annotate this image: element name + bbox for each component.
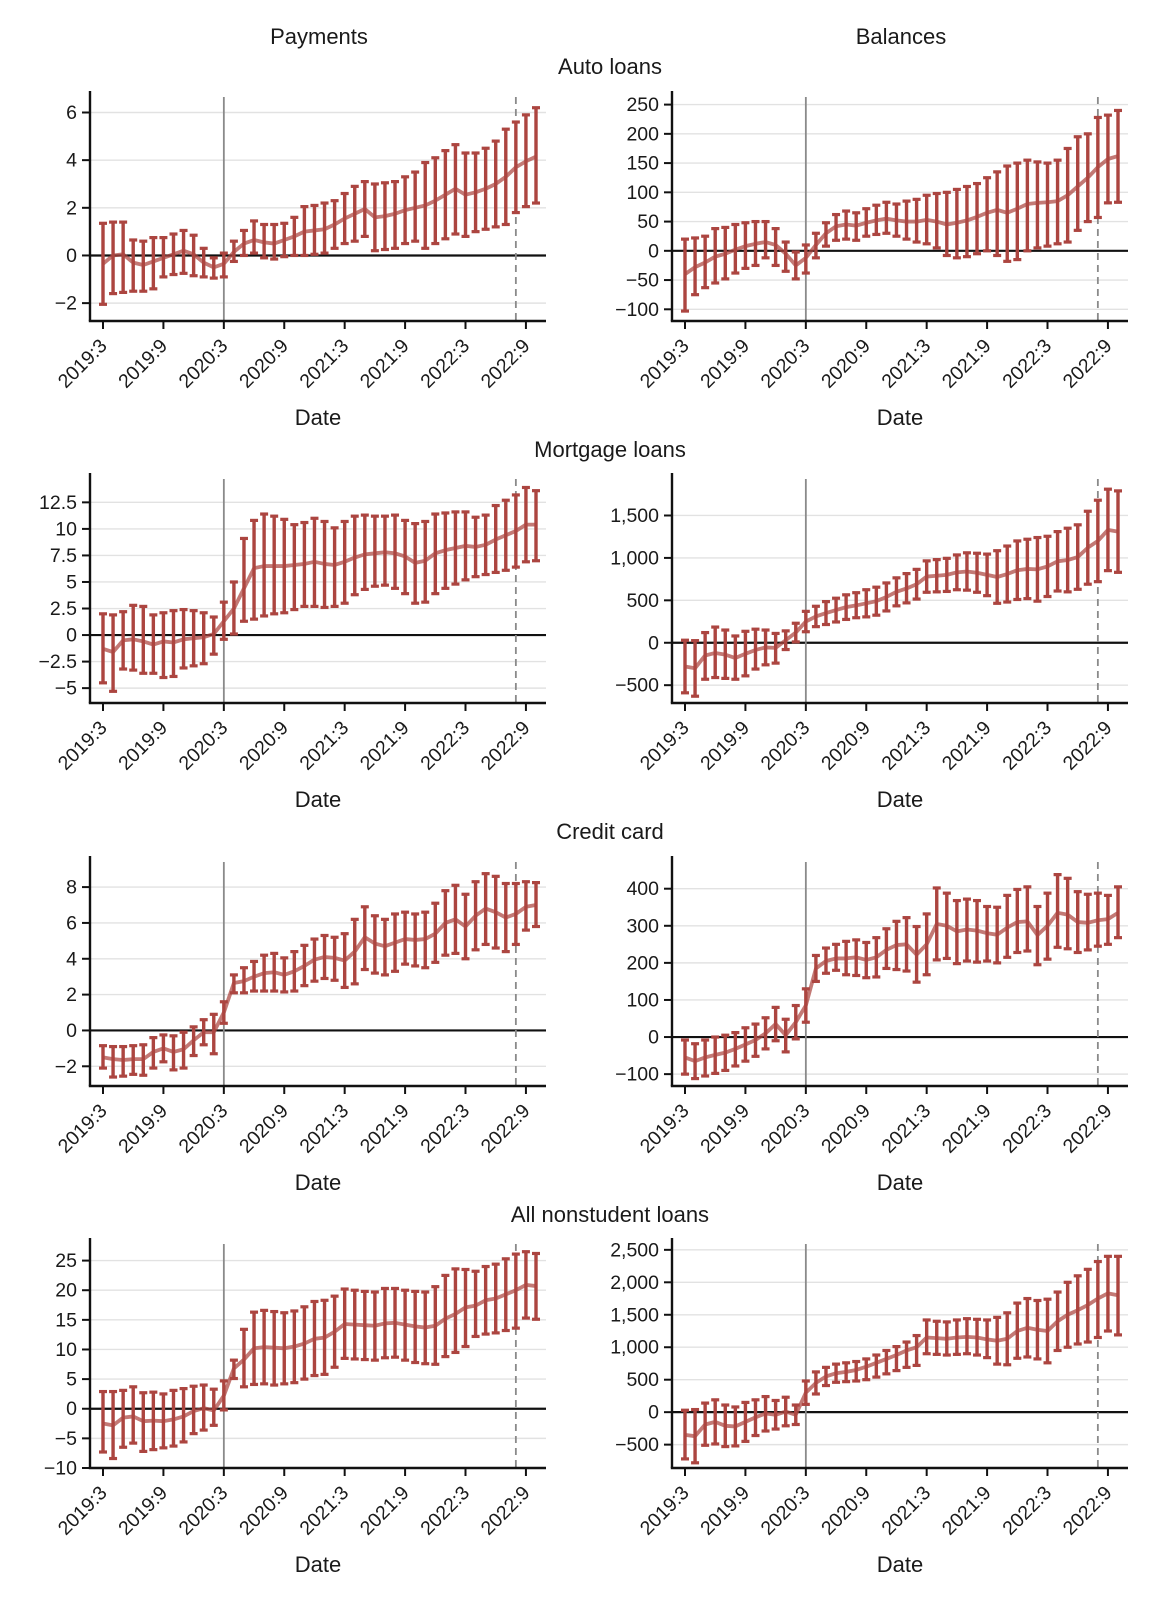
svg-text:2: 2 — [66, 983, 77, 1006]
svg-text:2022:9: 2022:9 — [1058, 1099, 1117, 1158]
svg-text:2021:9: 2021:9 — [355, 717, 414, 776]
svg-text:100: 100 — [626, 181, 659, 204]
svg-text:−5: −5 — [54, 678, 77, 701]
svg-text:6: 6 — [66, 101, 77, 124]
svg-text:2021:9: 2021:9 — [937, 717, 996, 776]
svg-text:2022:3: 2022:3 — [416, 717, 475, 776]
svg-text:2019:9: 2019:9 — [114, 334, 172, 393]
svg-text:50: 50 — [637, 210, 659, 233]
svg-text:10: 10 — [55, 518, 77, 541]
svg-text:0: 0 — [648, 632, 659, 655]
svg-text:2,000: 2,000 — [610, 1272, 659, 1295]
chart-credit-card-balances — [582, 846, 1164, 1198]
svg-text:2022:9: 2022:9 — [476, 1482, 535, 1541]
svg-text:Date: Date — [294, 1552, 342, 1578]
svg-text:2021:9: 2021:9 — [355, 1099, 414, 1158]
svg-text:−500: −500 — [615, 1434, 659, 1457]
svg-text:20: 20 — [55, 1280, 77, 1303]
svg-text:2019:9: 2019:9 — [114, 717, 172, 776]
svg-text:2022:9: 2022:9 — [1058, 717, 1117, 776]
svg-text:2019:3: 2019:3 — [635, 334, 694, 393]
svg-text:4: 4 — [66, 948, 77, 971]
svg-text:2021:3: 2021:3 — [295, 717, 354, 776]
svg-text:2021:3: 2021:3 — [295, 1482, 354, 1541]
svg-text:2020:9: 2020:9 — [817, 717, 875, 776]
svg-text:2019:9: 2019:9 — [696, 1482, 754, 1541]
column-header-payments: Payments — [270, 24, 368, 49]
svg-text:2021:3: 2021:3 — [295, 334, 354, 393]
svg-text:2,500: 2,500 — [610, 1239, 659, 1262]
svg-text:2019:3: 2019:3 — [53, 717, 112, 776]
column-header-balances: Balances — [855, 24, 947, 49]
svg-text:2020:3: 2020:3 — [756, 1482, 815, 1541]
svg-text:2019:3: 2019:3 — [53, 1099, 112, 1158]
svg-text:−2.5: −2.5 — [38, 651, 77, 674]
svg-text:2021:3: 2021:3 — [877, 1099, 936, 1158]
svg-text:2022:9: 2022:9 — [476, 1099, 535, 1158]
chart-row-all-nonstudent-loans — [0, 1228, 1164, 1580]
svg-text:2.5: 2.5 — [49, 598, 77, 621]
svg-text:2019:3: 2019:3 — [635, 717, 694, 776]
svg-text:2021:9: 2021:9 — [937, 334, 996, 393]
svg-text:300: 300 — [626, 915, 659, 938]
chart-mortgage-loans-payments — [0, 463, 582, 815]
svg-text:25: 25 — [55, 1250, 77, 1273]
svg-text:Date: Date — [294, 787, 342, 813]
svg-text:1,500: 1,500 — [610, 1304, 659, 1327]
svg-text:2021:9: 2021:9 — [937, 1482, 996, 1541]
svg-text:0: 0 — [648, 1026, 659, 1049]
svg-text:2019:9: 2019:9 — [114, 1099, 172, 1158]
svg-text:2021:3: 2021:3 — [295, 1099, 354, 1158]
svg-text:0: 0 — [66, 244, 77, 267]
svg-text:0: 0 — [66, 624, 77, 647]
svg-text:4: 4 — [66, 149, 77, 172]
chart-all-nonstudent-loans-payments — [0, 1228, 582, 1580]
svg-text:500: 500 — [626, 590, 659, 613]
svg-text:2021:9: 2021:9 — [355, 1482, 414, 1541]
chart-row-credit-card — [0, 846, 1164, 1198]
svg-text:2020:3: 2020:3 — [756, 1099, 815, 1158]
svg-text:2022:3: 2022:3 — [998, 1099, 1057, 1158]
row-title-all-nonstudent-loans: All nonstudent loans — [510, 1201, 710, 1227]
svg-text:0: 0 — [66, 1398, 77, 1421]
svg-text:12.5: 12.5 — [39, 492, 77, 515]
svg-text:Date: Date — [294, 404, 342, 430]
svg-text:2022:3: 2022:3 — [998, 334, 1057, 393]
svg-text:Date: Date — [294, 1169, 342, 1195]
svg-text:2019:9: 2019:9 — [696, 717, 754, 776]
svg-text:5: 5 — [66, 571, 77, 594]
svg-text:2021:3: 2021:3 — [877, 1482, 936, 1541]
svg-text:−100: −100 — [615, 298, 659, 321]
svg-text:Date: Date — [876, 404, 924, 430]
svg-text:200: 200 — [626, 952, 659, 975]
svg-text:100: 100 — [626, 989, 659, 1012]
chart-mortgage-loans-balances — [582, 463, 1164, 815]
svg-text:2020:3: 2020:3 — [174, 1482, 233, 1541]
chart-row-mortgage-loans — [0, 463, 1164, 815]
svg-text:2022:9: 2022:9 — [1058, 1482, 1117, 1541]
svg-text:2019:3: 2019:3 — [635, 1482, 694, 1541]
svg-text:200: 200 — [626, 123, 659, 146]
svg-text:2020:3: 2020:3 — [756, 717, 815, 776]
svg-text:Date: Date — [876, 1552, 924, 1578]
svg-text:1,000: 1,000 — [610, 547, 659, 570]
svg-text:−5: −5 — [54, 1428, 77, 1451]
svg-text:2022:3: 2022:3 — [416, 334, 475, 393]
svg-text:2: 2 — [66, 197, 77, 220]
svg-text:2020:9: 2020:9 — [235, 1482, 293, 1541]
svg-text:2020:3: 2020:3 — [174, 1099, 233, 1158]
svg-text:7.5: 7.5 — [49, 545, 77, 568]
column-headers — [0, 0, 1164, 50]
svg-text:5: 5 — [66, 1369, 77, 1392]
chart-row-auto-loans — [0, 81, 1164, 433]
svg-text:2021:9: 2021:9 — [355, 334, 414, 393]
svg-text:400: 400 — [626, 878, 659, 901]
svg-text:2020:9: 2020:9 — [817, 1099, 875, 1158]
svg-text:150: 150 — [626, 152, 659, 175]
svg-text:2022:9: 2022:9 — [476, 334, 535, 393]
chart-credit-card-payments — [0, 846, 582, 1198]
svg-text:2021:9: 2021:9 — [937, 1099, 996, 1158]
row-title-mortgage-loans: Mortgage loans — [534, 436, 686, 462]
svg-text:2020:9: 2020:9 — [235, 334, 293, 393]
svg-text:6: 6 — [66, 912, 77, 935]
svg-text:2019:3: 2019:3 — [635, 1099, 694, 1158]
svg-text:2020:3: 2020:3 — [174, 717, 233, 776]
svg-text:10: 10 — [55, 1339, 77, 1362]
svg-text:0: 0 — [66, 1019, 77, 1042]
svg-text:2020:9: 2020:9 — [235, 717, 293, 776]
svg-text:15: 15 — [55, 1309, 77, 1332]
svg-text:Date: Date — [876, 1169, 924, 1195]
svg-text:8: 8 — [66, 876, 77, 899]
svg-text:2019:9: 2019:9 — [696, 1099, 754, 1158]
svg-text:2020:9: 2020:9 — [817, 1482, 875, 1541]
svg-text:2020:9: 2020:9 — [235, 1099, 293, 1158]
svg-text:2022:3: 2022:3 — [416, 1482, 475, 1541]
svg-text:2022:9: 2022:9 — [1058, 334, 1117, 393]
chart-auto-loans-balances — [582, 81, 1164, 433]
svg-text:2022:3: 2022:3 — [998, 717, 1057, 776]
chart-auto-loans-payments — [0, 81, 582, 433]
svg-text:−2: −2 — [54, 1055, 77, 1078]
svg-text:500: 500 — [626, 1369, 659, 1392]
svg-text:2019:3: 2019:3 — [53, 1482, 112, 1541]
svg-text:−500: −500 — [615, 675, 659, 698]
svg-text:0: 0 — [648, 240, 659, 263]
svg-text:−10: −10 — [43, 1457, 77, 1480]
svg-text:250: 250 — [626, 93, 659, 116]
svg-text:2021:3: 2021:3 — [877, 717, 936, 776]
chart-all-nonstudent-loans-balances — [582, 1228, 1164, 1580]
svg-text:2019:9: 2019:9 — [114, 1482, 172, 1541]
svg-text:−100: −100 — [615, 1063, 659, 1086]
svg-text:2021:3: 2021:3 — [877, 334, 936, 393]
svg-text:1,000: 1,000 — [610, 1337, 659, 1360]
svg-text:2019:3: 2019:3 — [53, 334, 112, 393]
svg-text:0: 0 — [648, 1402, 659, 1425]
svg-text:1,500: 1,500 — [610, 505, 659, 528]
svg-text:2020:9: 2020:9 — [817, 334, 875, 393]
svg-text:2022:3: 2022:3 — [416, 1099, 475, 1158]
row-title-auto-loans: Auto loans — [558, 54, 662, 80]
svg-text:2019:9: 2019:9 — [696, 334, 754, 393]
svg-text:Date: Date — [876, 787, 924, 813]
row-title-credit-card: Credit card — [556, 819, 664, 845]
svg-text:2022:9: 2022:9 — [476, 717, 535, 776]
svg-text:2020:3: 2020:3 — [756, 334, 815, 393]
svg-text:2020:3: 2020:3 — [174, 334, 233, 393]
svg-text:−50: −50 — [625, 269, 659, 292]
svg-text:−2: −2 — [54, 292, 77, 315]
svg-text:2022:3: 2022:3 — [998, 1482, 1057, 1541]
